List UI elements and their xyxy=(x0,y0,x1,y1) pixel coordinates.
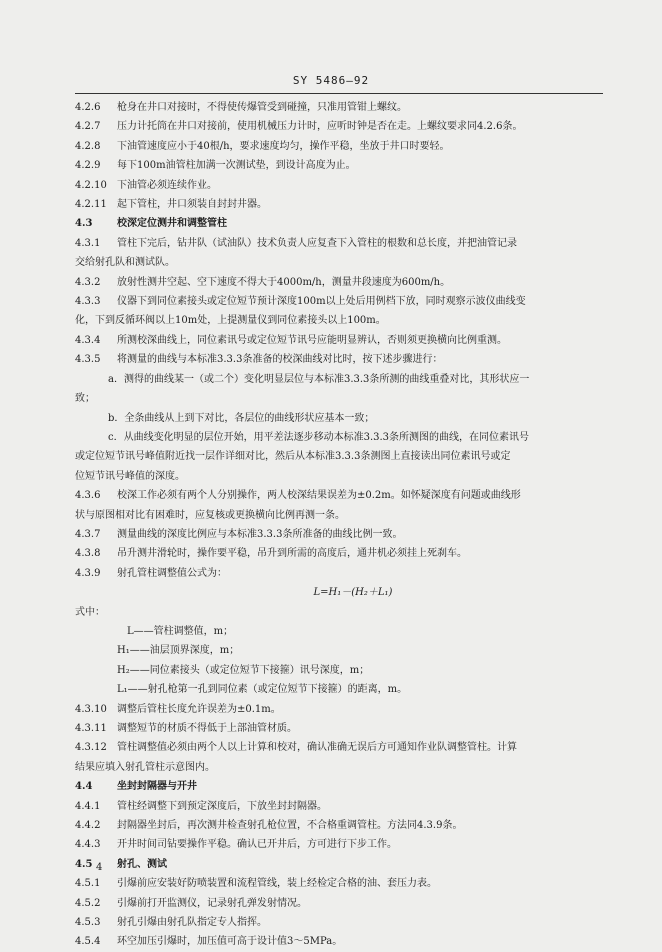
clause-number: 4.3.9 xyxy=(75,567,101,579)
clause-text: 致； xyxy=(75,393,95,405)
clause-line xyxy=(75,137,603,156)
clause-text: 坐封封隔器与开井 xyxy=(117,781,197,793)
clause-text: 管柱下完后，钻井队（试油队）技术负责人应复查下入管柱的根数和总长度，并把油管记录 xyxy=(117,237,517,249)
clause-text: 调整后管柱长度允许误差为±0.1m。 xyxy=(117,703,281,715)
clause-line xyxy=(75,370,603,389)
clause-line xyxy=(75,117,603,136)
clause-line xyxy=(75,525,603,544)
clause-number: 4.3.11 xyxy=(75,723,107,734)
clause-text: 射孔引爆由射孔队指定专人指挥。 xyxy=(117,917,267,929)
clause-line xyxy=(75,874,603,893)
clause-line xyxy=(75,835,603,854)
clause-text: 引爆前应安装好防喷装置和流程管线，装上经检定合格的油、套压力表。 xyxy=(117,878,437,890)
clause-number: 4.2.8 xyxy=(75,140,101,152)
clause-line xyxy=(75,467,603,486)
section-heading xyxy=(75,777,603,796)
clause-number: 4.3.8 xyxy=(75,548,101,560)
clause-line xyxy=(75,719,603,738)
clause-line xyxy=(75,311,603,330)
formula-variable-definition: L——管柱调整值，m； xyxy=(127,625,234,637)
clause-line xyxy=(75,447,603,466)
clause-text: 仪器下到同位素接头或定位短节预计深度100m以上处后用例档下放，同时观察示波仪曲线变 xyxy=(117,296,526,308)
clause-line xyxy=(75,758,603,777)
clause-line xyxy=(75,506,603,525)
clause-text: 校深工作必须有两个人分别操作，两人校深结果误差为±0.2m。如怀疑深度有问题或曲线形 xyxy=(117,490,521,502)
clause-text: 放射性测井空起、空下速度不得大于4000m/h，测量井段速度为600m/h。 xyxy=(117,276,451,288)
clause-number: 4.3.12 xyxy=(75,742,107,754)
clause-line xyxy=(75,409,603,428)
clause-number: 4.5.4 xyxy=(75,936,101,948)
clause-text: 测量曲线的深度比例应与本标准3.3.3条所准备的曲线比例一致。 xyxy=(117,528,403,540)
clause-text: 交给射孔队和测试队。 xyxy=(75,257,175,269)
clause-number: 4.5.1 xyxy=(75,878,101,890)
clause-line xyxy=(75,273,603,292)
clause-text: 引爆前打开监测仪，记录射孔弹发射情况。 xyxy=(117,897,307,909)
where-list xyxy=(75,622,603,700)
clause-number: 4.4.1 xyxy=(75,800,101,812)
clause-text: 下油管必须连续作业。 xyxy=(117,179,217,191)
clause-text: 下油管速度应小于40根/h，要求速度均匀，操作平稳，坐放于井口时要轻。 xyxy=(117,140,450,152)
formula-variable-definition: H₁——油层顶界深度，m； xyxy=(117,645,240,657)
clause-text: 校深定位测井和调整管柱 xyxy=(117,218,227,230)
clause-number: 4.3.3 xyxy=(75,296,101,308)
clause-text: 结果应填入射孔管柱示意图内。 xyxy=(75,761,215,773)
clause-number: 4.3.6 xyxy=(75,490,101,502)
clause-line xyxy=(75,913,603,932)
clause-line xyxy=(75,234,603,253)
page-number: 4 xyxy=(96,862,103,873)
clause-text: 吊升测井滑轮时，操作要平稳，吊升到所需的高度后，通井机必须挂上死刹车。 xyxy=(117,548,467,560)
clause-text: 状与原图相对比有困难时，应复核或更换横向比例再测一条。 xyxy=(75,509,345,521)
clause-number: 4.3.5 xyxy=(75,354,101,366)
clause-text: 每下100m油管柱加满一次测试垫，到设计高度为止。 xyxy=(117,160,356,172)
clause-text: b．全条曲线从上到下对比，各层位的曲线形状应基本一致； xyxy=(108,412,375,424)
clause-text: 射孔管柱调整值公式为： xyxy=(117,567,227,579)
clause-text: 或定位短节讯号峰值附近找一层作详细对比，然后从本标准3.3.3条测图上直接读出同位素讯号或定 xyxy=(75,451,511,463)
formula-variable-definition: H₂——同位素接头（或定位短节下接箍）讯号深度，m； xyxy=(117,664,370,676)
clause-text: 管柱经调整下到预定深度后，下放坐封封隔器。 xyxy=(117,800,327,812)
clause-text: a．测得的曲线某一（或二个）变化明显层位与本标准3.3.3条所测的曲线重叠对比，其形状应一 xyxy=(108,373,530,385)
clause-number: 4.3.4 xyxy=(75,334,101,346)
clause-text: 调整短节的材质不得低于上部油管材质。 xyxy=(117,723,297,734)
document-body xyxy=(75,98,603,952)
clause-line xyxy=(75,486,603,505)
clause-line xyxy=(75,292,603,311)
standard-code-header: SY 5486—92 xyxy=(292,74,370,87)
clause-number: 4.3.1 xyxy=(75,237,101,249)
where-label: 式中： xyxy=(75,606,105,618)
clause-text: 环空加压引爆时，加压值可高于设计值3～5MPa。 xyxy=(117,936,343,948)
clause-line xyxy=(75,389,603,408)
clause-text: 枪身在井口对接时，不得使传爆管受到碰撞，只准用管钳上螺纹。 xyxy=(117,102,407,113)
clause-line xyxy=(75,738,603,757)
header-rule xyxy=(75,93,603,94)
clause-number: 4.2.6 xyxy=(75,102,101,113)
section-heading xyxy=(75,855,603,874)
clause-line xyxy=(75,544,603,563)
clause-number: 4.4.3 xyxy=(75,839,101,851)
clause-line xyxy=(75,564,603,583)
clause-number: 4.4.2 xyxy=(75,820,101,832)
clause-number: 4.3.7 xyxy=(75,528,101,540)
clause-line xyxy=(75,894,603,913)
clause-text: 管柱调整值必须由两个人以上计算和校对，确认准确无误后方可通知作业队调整管柱。计算 xyxy=(117,742,517,754)
clause-text: 位短节讯号峰值的深度。 xyxy=(75,470,185,482)
clause-line xyxy=(75,195,603,214)
clause-text: 所测校深曲线上，同位素讯号或定位短节讯号应能明显辨认，否则须更换横向比例重测。 xyxy=(117,334,507,346)
clause-text: 将测量的曲线与本标准3.3.3条准备的校深曲线对比时，按下述步骤进行： xyxy=(117,354,443,366)
clause-number: 4.2.11 xyxy=(75,199,107,211)
clause-line xyxy=(75,98,603,117)
clause-line xyxy=(75,350,603,369)
clause-text: 化，下到反循环阀以上10m处，上提测量仪到同位素接头以上100m。 xyxy=(75,315,386,327)
clause-line xyxy=(75,156,603,175)
formula-variable-definition: L₁——射孔枪第一孔到同位素（或定位短节下接箍）的距离，m。 xyxy=(117,684,408,696)
clause-number: 4.5 xyxy=(75,858,93,870)
clauses-block-2 xyxy=(75,700,603,952)
clause-number: 4.5.2 xyxy=(75,897,101,909)
clause-number: 4.2.10 xyxy=(75,179,107,191)
clause-line xyxy=(75,816,603,835)
clause-line xyxy=(75,331,603,350)
clause-line xyxy=(75,428,603,447)
formula: L=H₁－(H₂＋L₁) xyxy=(313,587,393,599)
clause-number: 4.4 xyxy=(75,781,93,793)
clauses-block-1 xyxy=(75,98,603,583)
clause-number: 4.3.10 xyxy=(75,703,107,715)
clause-number: 4.3.2 xyxy=(75,276,101,288)
clause-text: 起下管柱，井口须装自封封井器。 xyxy=(117,199,267,211)
clause-number: 4.2.9 xyxy=(75,160,101,172)
clause-text: 压力计托筒在井口对接前，使用机械压力计时，应听时钟是否在走。上螺纹要求同4.2.6条。 xyxy=(117,121,523,133)
clause-text: 开井时间司钻要操作平稳。确认已开井后，方可进行下步工作。 xyxy=(117,839,397,851)
clause-number: 4.3 xyxy=(75,218,93,230)
clause-text: 射孔、测试 xyxy=(117,858,167,870)
clause-text: c．从曲线变化明显的层位开始，用平差法逐步移动本标准3.3.3条所测图的曲线，在同位素讯号 xyxy=(108,431,530,443)
clause-line xyxy=(75,176,603,195)
clause-text: 封隔器坐封后，再次测井检查射孔枪位置，不合格重调管柱。方法同4.3.9条。 xyxy=(117,820,463,832)
clause-line xyxy=(75,932,603,951)
clause-line xyxy=(75,797,603,816)
clause-line xyxy=(75,253,603,272)
clause-number: 4.5.3 xyxy=(75,917,101,929)
section-heading xyxy=(75,214,603,233)
clause-number: 4.2.7 xyxy=(75,121,101,133)
clause-line xyxy=(75,700,603,719)
